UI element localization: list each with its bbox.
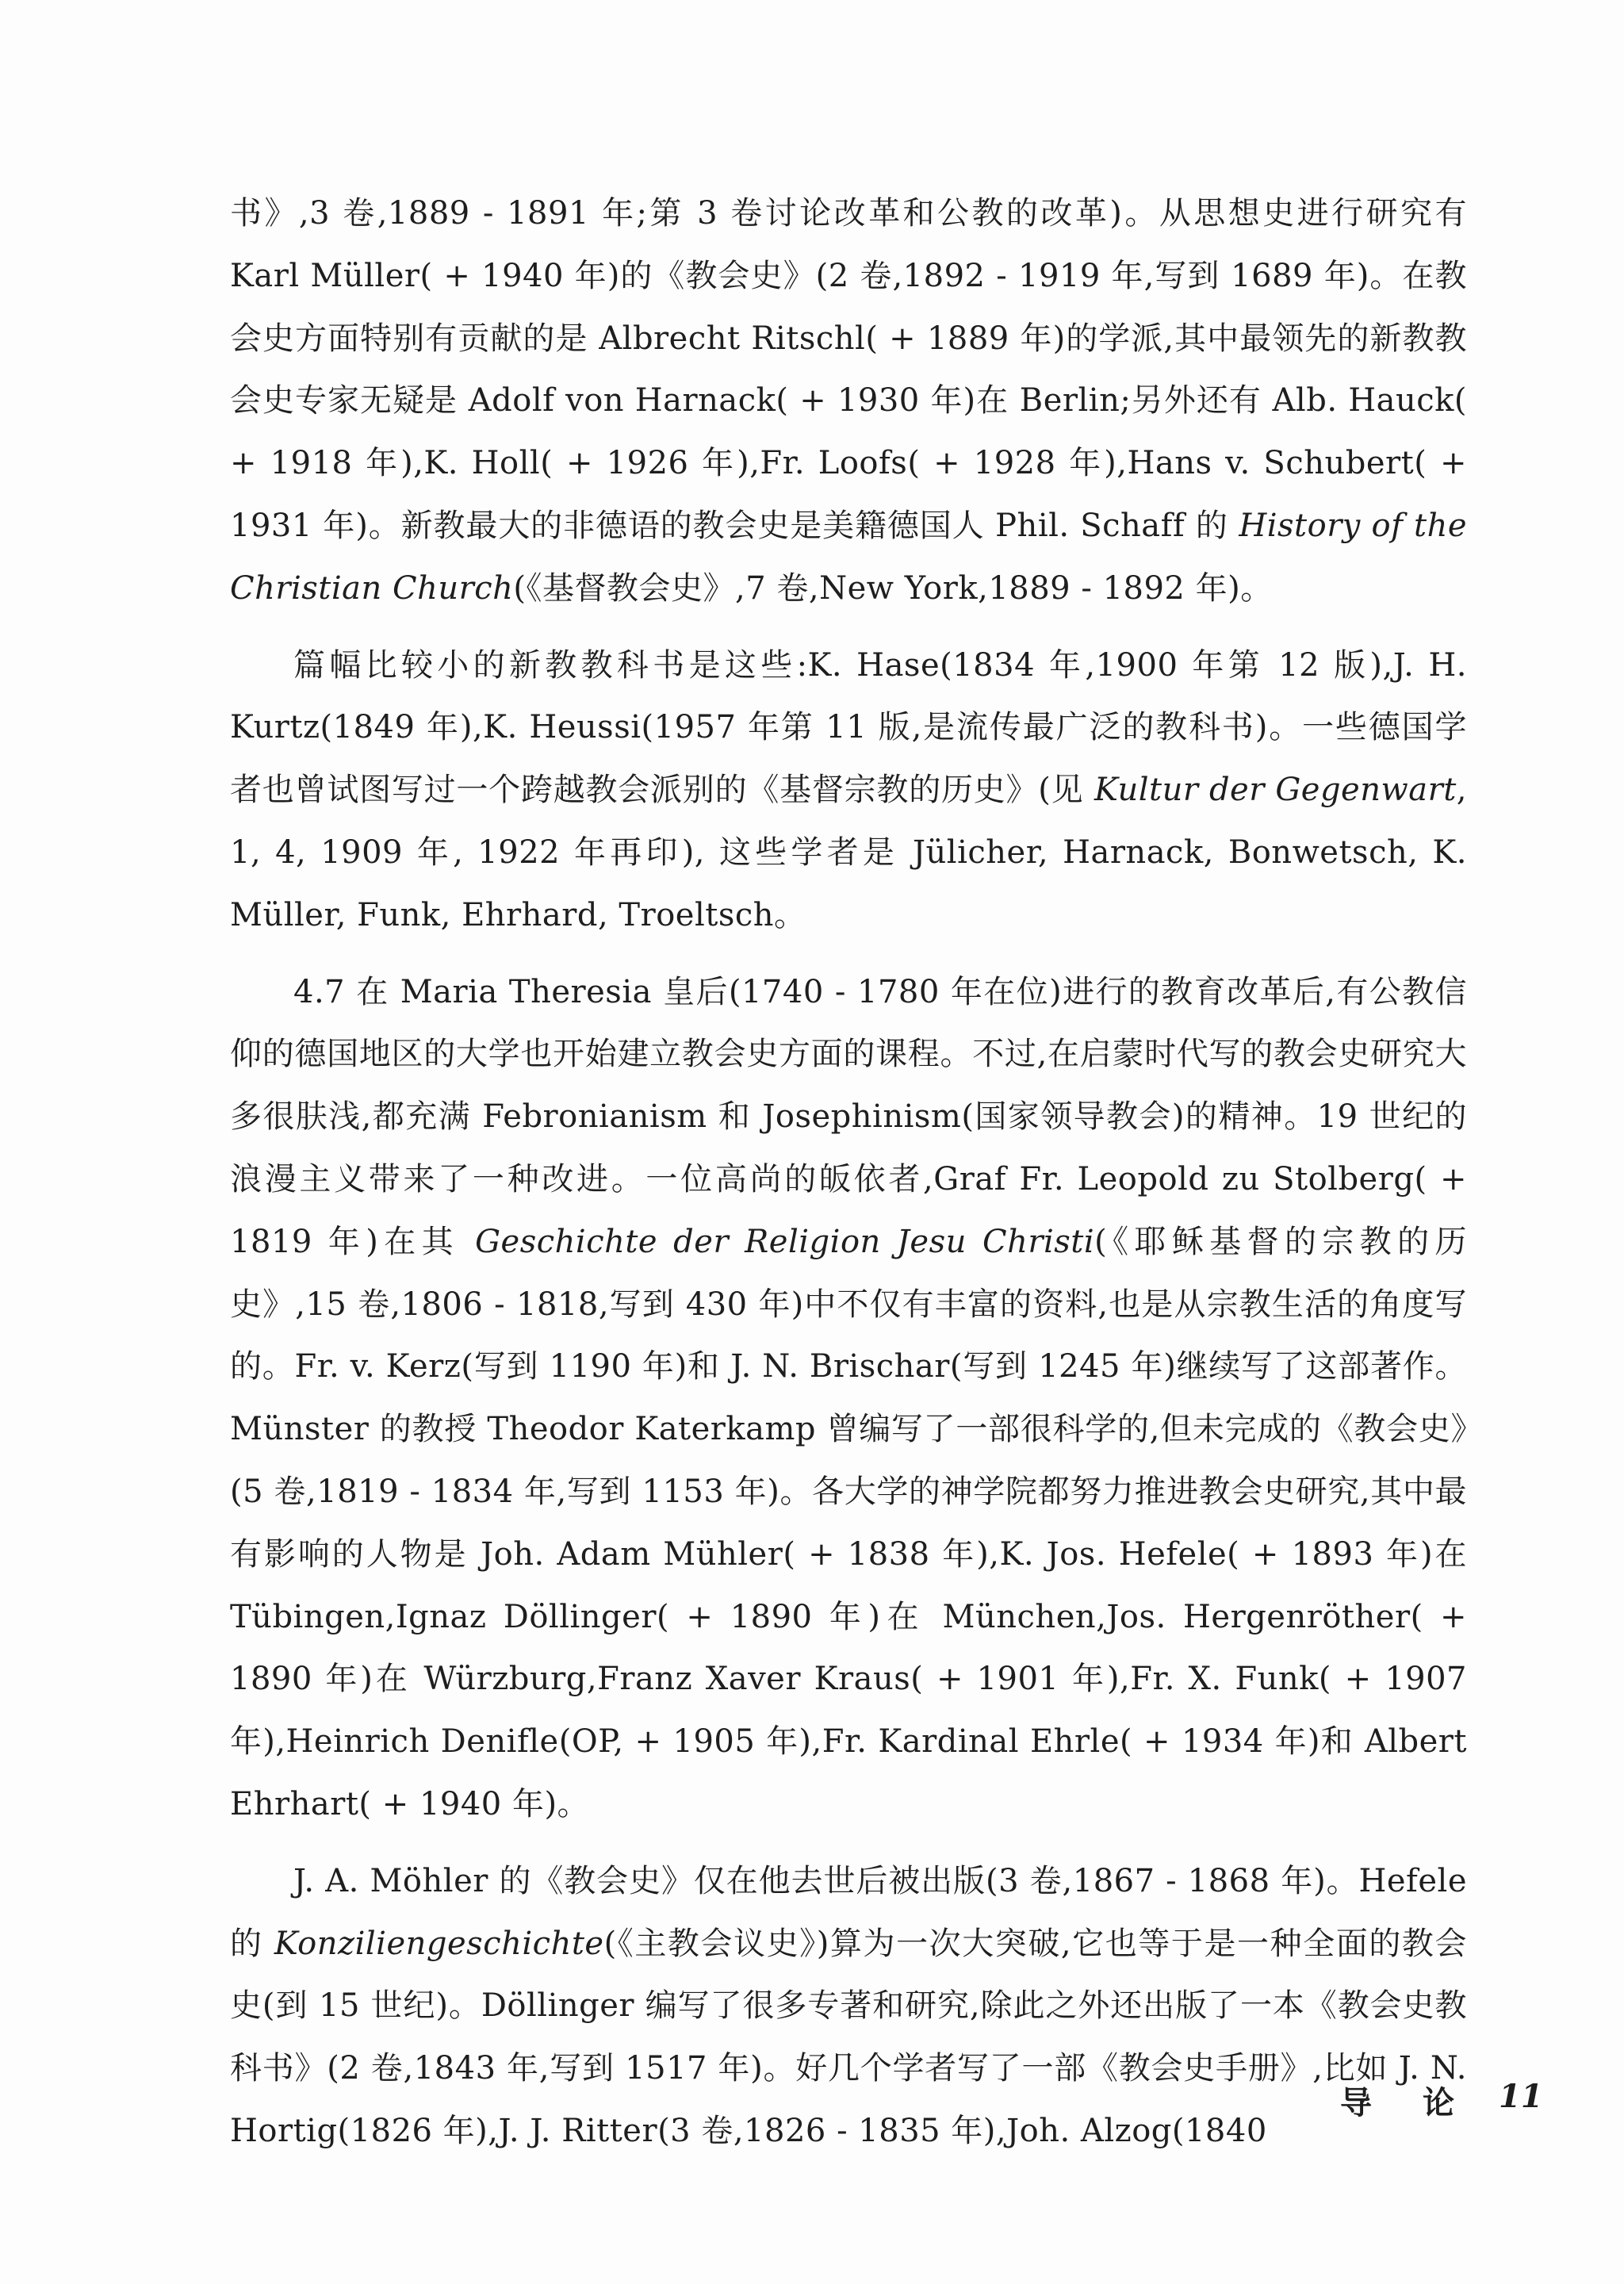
paragraph-2-text: 篇幅比较小的新教教科书是这些:K. Hase(1834 年,1900 年第 12 版),J. H. Kurtz(1849 年),K. Heussi(1957 年第 11 版,是流传最广泛的教科书)。一些德国学者也曾试图写过一个跨越教会派别的《基督宗教的历史》(见 — [230, 646, 1467, 809]
paragraph-1-text-end: (《基督教会史》,7 卷,New York,1889 - 1892 年)。 — [513, 569, 1273, 607]
book-title-konziliengeschichte: Konziliengeschichte — [274, 1925, 604, 1962]
book-title-history-christian-church: History of the Christian Church — [230, 507, 1467, 607]
paragraph-1 — [230, 182, 1467, 620]
paragraph-4-text: J. A. Möhler 的《教会史》仅在他去世后被出版(3 卷,1867 - 1868 年)。Hefele 的 — [230, 1862, 1467, 1962]
book-title-kultur-der-gegenwart: Kultur der Gegenwart — [1094, 772, 1457, 809]
page-number: 11 — [1499, 2078, 1543, 2115]
page-footer — [1269, 2078, 1554, 2125]
paragraph-1-text: 书》,3 卷,1889 - 1891 年;第 3 卷讨论改革和公教的改革)。从思想史进行研究有 Karl Müller( + 1940 年)的《教会史》(2 卷,1892 - 1919 年,写到 1689 年)。在教会史方面特别有贡献的是 Albrecht Ritschl( + 1889 年)的学派,其中最领先的新教教会史专家无疑是 Adolf von Harnack( + 1930 年)在 Berlin;另外还有 Alb. Hauck( + 1918 年),K. Holl( + 1926 年),Fr. Loofs( + 1928 年),Hans v. Schubert( + 1931 年)。新教最大的非德语的教会史是美籍德国人 Phil. Schaff 的 — [230, 195, 1467, 544]
paragraph-4-text-end: (《主教会议史》)算为一次大突破,它也等于是一种全面的教会史(到 15 世纪)。Döllinger 编写了很多专著和研究,除此之外还出版了一本《教会史教科书》(2 卷,1843 年,写到 1517 年)。好几个学者写了一部《教会史手册》,比如 J. N. Hortig(1826 年),J. J. Ritter(3 卷,1826 - 1835 年),Joh. Alzog(1840 — [230, 1925, 1467, 2149]
book-title-geschichte-religion: Geschichte der Religion Jesu Christi — [475, 1223, 1095, 1260]
paragraph-3 — [230, 961, 1467, 1836]
paragraph-2-text-end: , 1, 4, 1909 年, 1922 年再印), 这些学者是 Jülicher, Harnack, Bonwetsch, K. Müller, Funk, Ehrhard, Troeltsch。 — [230, 772, 1467, 933]
paragraph-2 — [230, 634, 1467, 947]
page-body — [230, 182, 1467, 2177]
paragraph-3-text: 4.7 在 Maria Theresia 皇后(1740 - 1780 年在位)进行的教育改革后,有公教信仰的德国地区的大学也开始建立教会史方面的课程。不过,在启蒙时代写的教会史研究大多很肤浅,都充满 Febronianism 和 Josephinism(国家领导教会)的精神。19 世纪的浪漫主义带来了一种改进。一位高尚的皈依者,Graf Fr. Leopold zu Stolberg( + 1819 年)在其 — [230, 973, 1467, 1260]
running-footer-title: 导论 — [1340, 2084, 1505, 2121]
paragraph-3-text-end: (《耶稣基督的宗教的历史》,15 卷,1806 - 1818,写到 430 年)中不仅有丰富的资料,也是从宗教生活的角度写的。Fr. v. Kerz(写到 1190 年)和 J. N. Brischar(写到 1245 年)继续写了这部著作。Münster 的教授 Theodor Katerkamp 曾编写了一部很科学的,但未完成的《教会史》(5 卷,1819 - 1834 年,写到 1153 年)。各大学的神学院都努力推进教会史研究,其中最有影响的人物是 Joh. Adam Mühler( + 1838 年),K. Jos. Hefele( + 1893 年)在 Tübingen,Ignaz Döllinger( + 1890 年)在 München,Jos. Hergenröther( + 1890 年)在 Würzburg,Franz Xaver Kraus( + 1901 年),Fr. X. Funk( + 1907 年),Heinrich Denifle(OP, + 1905 年),Fr. Kardinal Ehrle( + 1934 年)和 Albert Ehrhart( + 1940 年)。 — [230, 1223, 1467, 1822]
